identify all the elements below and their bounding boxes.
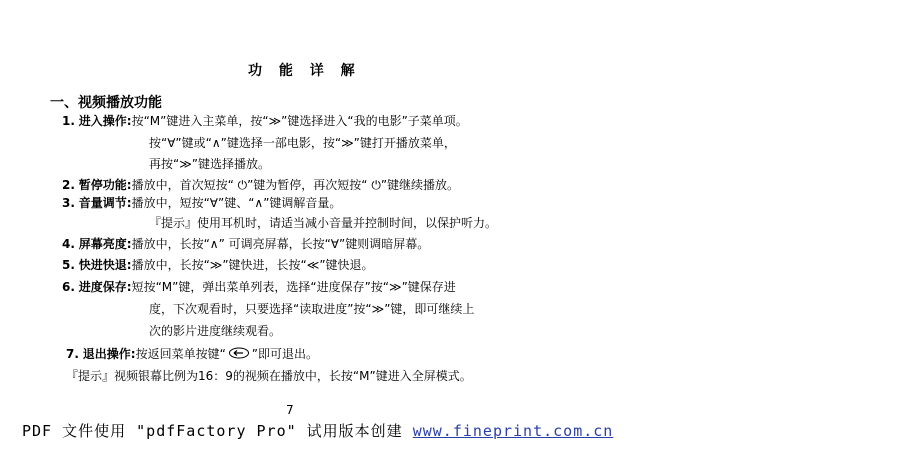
item-5-line-1 <box>62 258 374 272</box>
item-label: 快进快退: <box>78 258 132 272</box>
item-1-line-2: 按“∀”键或“∧”键选择一部电影，按“≫”键打开播放菜单， <box>149 136 456 150</box>
item-7-line-1 <box>66 347 318 361</box>
item-number: 7. <box>66 347 79 361</box>
item-number: 4. <box>62 237 75 251</box>
footer-link[interactable]: www.fineprint.com.cn <box>412 422 614 440</box>
item-1-line-3: 再按“≫”键选择播放。 <box>149 157 270 171</box>
footer-text: PDF 文件使用 "pdfFactory Pro" 试用版本创建 <box>22 422 403 440</box>
pdf-footer <box>22 420 613 441</box>
fullscreen-tip: 『提示』视频银幕比例为16：9的视频在播放中，长按“M”键进入全屏模式。 <box>66 369 472 383</box>
item-4-line-1 <box>62 237 429 251</box>
page-title: 功 能 详 解 <box>248 63 361 79</box>
item-6-line-1 <box>62 280 456 294</box>
item-3-line-2: 『提示』使用耳机时，请适当减小音量并控制时间，以保护听力。 <box>149 216 498 230</box>
item-number: 3. <box>62 196 75 210</box>
back-icon <box>228 347 250 359</box>
item-6-line-2: 度，下次观看时，只要选择“读取进度”按“≫”键，即可继续上 <box>149 302 475 316</box>
item-text: 短按“M”键，弹出菜单列表，选择“进度保存”按“≫”键保存进 <box>131 280 456 294</box>
item-1-line-1 <box>62 114 468 128</box>
item-text: 按返回菜单按键“ <box>135 347 226 361</box>
item-number: 5. <box>62 258 75 272</box>
item-text: 播放中，长按“≫”键快进，长按“≪”键快退。 <box>131 258 374 272</box>
item-text: ”即可退出。 <box>251 347 318 361</box>
item-6-line-3: 次的影片进度继续观看。 <box>149 324 282 338</box>
item-label: 进度保存: <box>78 280 132 294</box>
item-label: 进入操作: <box>78 114 132 128</box>
item-text: 播放中，首次短按“ ⏻”键为暂停，再次短按“ ⏻”键继续播放。 <box>131 178 460 192</box>
item-text: 播放中，短按“∀”键、“∧”键调解音量。 <box>131 196 342 210</box>
item-number: 6. <box>62 280 75 294</box>
item-label: 暂停功能: <box>78 178 132 192</box>
item-label: 屏幕亮度: <box>78 237 132 251</box>
item-number: 1. <box>62 114 75 128</box>
item-label: 退出操作: <box>82 347 136 361</box>
item-text: 按“M”键进入主菜单，按“≫”键选择进入“我的电影”子菜单项。 <box>131 114 468 128</box>
page-number: 7 <box>286 403 294 417</box>
item-2-line-1 <box>62 178 459 192</box>
item-number: 2. <box>62 178 75 192</box>
item-text: 播放中，长按“∧” 可调亮屏幕，长按“∀”键则调暗屏幕。 <box>131 237 430 251</box>
item-label: 音量调节: <box>78 196 132 210</box>
item-3-line-1 <box>62 196 341 210</box>
section-heading: 一、视频播放功能 <box>50 95 162 111</box>
